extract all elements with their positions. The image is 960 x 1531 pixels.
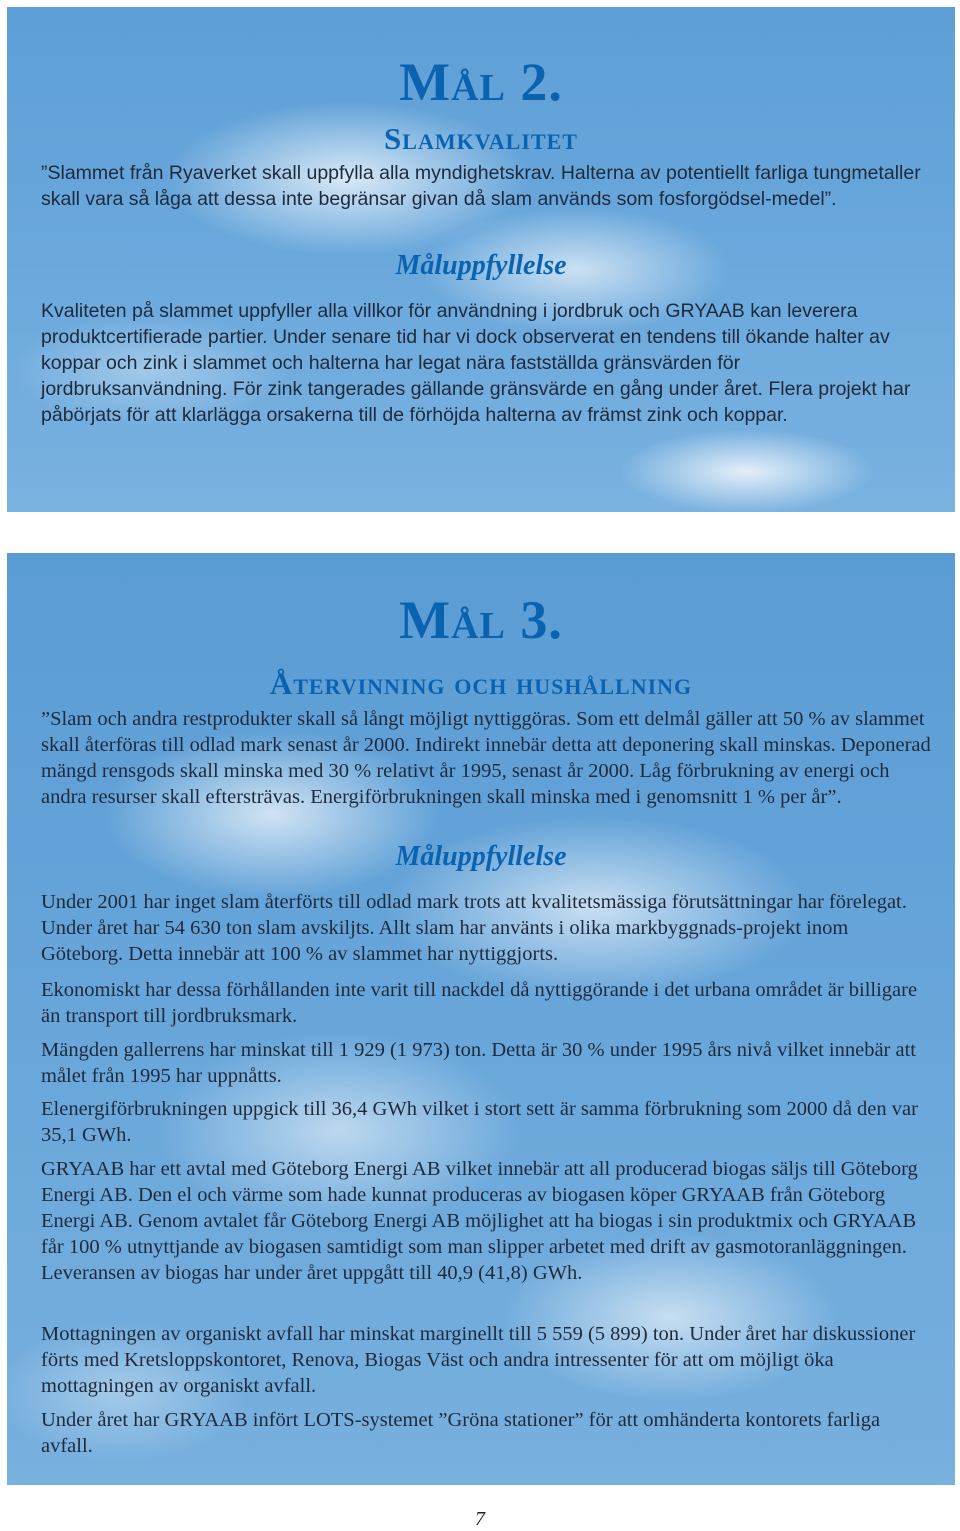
goal-3-panel	[7, 553, 955, 1485]
goal-3-paragraph: Under 2001 har inget slam återförts till odlad mark trots att kvalitetsmässiga förutsättningar har förelegat. Under året har 54 630 ton slam avskiljts. Allt slam har använts i olika markbyggnads-projekt inom Göteborg. Detta innebär att 100 % av slammet har nyttiggjorts.	[41, 891, 907, 965]
goal-2-fulfillment-text: Kvaliteten på slammet uppfyller alla villkor för användning i jordbruk och GRYAAB kan leverera produktcertifierade partier. Under senare tid har vi dock observerat en tendens till ökande halter av koppar och zink i slammet och halterna har legat nära fastställda gränsvärden för jordbruksanvändning. För zink tangerades gällande gränsvärde en gång under året. Flera projekt har påbörjats för att klarlägga orsakerna till de förhöjda halterna av främst zink och koppar.	[41, 300, 911, 426]
goal-3-subtitle: Återvinning och hushållning	[269, 666, 693, 701]
goal-2-fulfillment-heading: Måluppfyllelse	[395, 250, 567, 281]
goal-3-paragraph: Mottagningen av organiskt avfall har minskat marginellt till 5 559 (5 899) ton. Under året har diskussioner förts med Kretsloppskontoret, Renova, Biogas Väst och andra intressenter för att om möjligt öka mottagningen av organiskt avfall.	[41, 1323, 916, 1397]
goal-3-fulfillment-heading: Måluppfyllelse	[395, 841, 567, 872]
goal-2-title: Mål 2.	[399, 52, 563, 112]
goal-3-title: Mål 3.	[399, 590, 563, 650]
goal-2-text: ”Slammet från Ryaverket skall uppfylla alla myndighetskrav. Halterna av potentiellt farliga tungmetaller skall vara så låga att dessa inte begränsar givan då slam används som fosforgödsel-medel”.	[41, 162, 921, 210]
page-number: 7	[475, 1508, 485, 1530]
goal-3-paragraph: Ekonomiskt har dessa förhållanden inte varit till nackdel då nyttiggörande i det urbana området är billigare än transport till jordbruksmark.	[41, 979, 918, 1027]
goal-3-paragraph: Under året har GRYAAB infört LOTS-systemet ”Gröna stationer” för att omhänderta kontorets farliga avfall.	[41, 1409, 881, 1457]
goal-3-text: ”Slam och andra restprodukter skall så långt möjligt nyttiggöras. Som ett delmål gäller att 50 % av slammet skall återföras till odlad mark senast år 2000. Indirekt innebär detta att deponering skall minskas. Deponerad mängd rensgods skall minska med 30 % relativt år 1995, senast år 2000. Låg förbrukning av energi och andra resurser skall eftersträvas. Energiförbrukningen skall minska med i genomsnitt 1 % per år”.	[41, 708, 931, 808]
goal-3-paragraph: GRYAAB har ett avtal med Göteborg Energi AB vilket innebär att all producerad biogas säljs till Göteborg Energi AB. Den el och värme som hade kunnat produceras av biogasen köper GRYAAB från Göteborg Energi AB. Genom avtalet får Göteborg Energi AB möjlighet att ha biogas i sin produktmix och GRYAAB får 100 % utnyttjande av biogasen samtidigt som man slipper arbetet med drift av gasmotoranläggningen. Leveransen av biogas har under året uppgått till 40,9 (41,8) GWh.	[41, 1158, 918, 1284]
goal-2-panel	[7, 7, 955, 512]
goal-3-paragraph: Elenergiförbrukningen uppgick till 36,4 GWh vilket i stort sett är samma förbrukning som 2000 då den var 35,1 GWh.	[41, 1098, 918, 1146]
goal-3-paragraph: Mängden gallerrens har minskat till 1 929 (1 973) ton. Detta är 30 % under 1995 års nivå vilket innebär att målet från 1995 har uppnåtts.	[41, 1039, 917, 1087]
goal-2-subtitle: Slamkvalitet	[384, 121, 578, 156]
